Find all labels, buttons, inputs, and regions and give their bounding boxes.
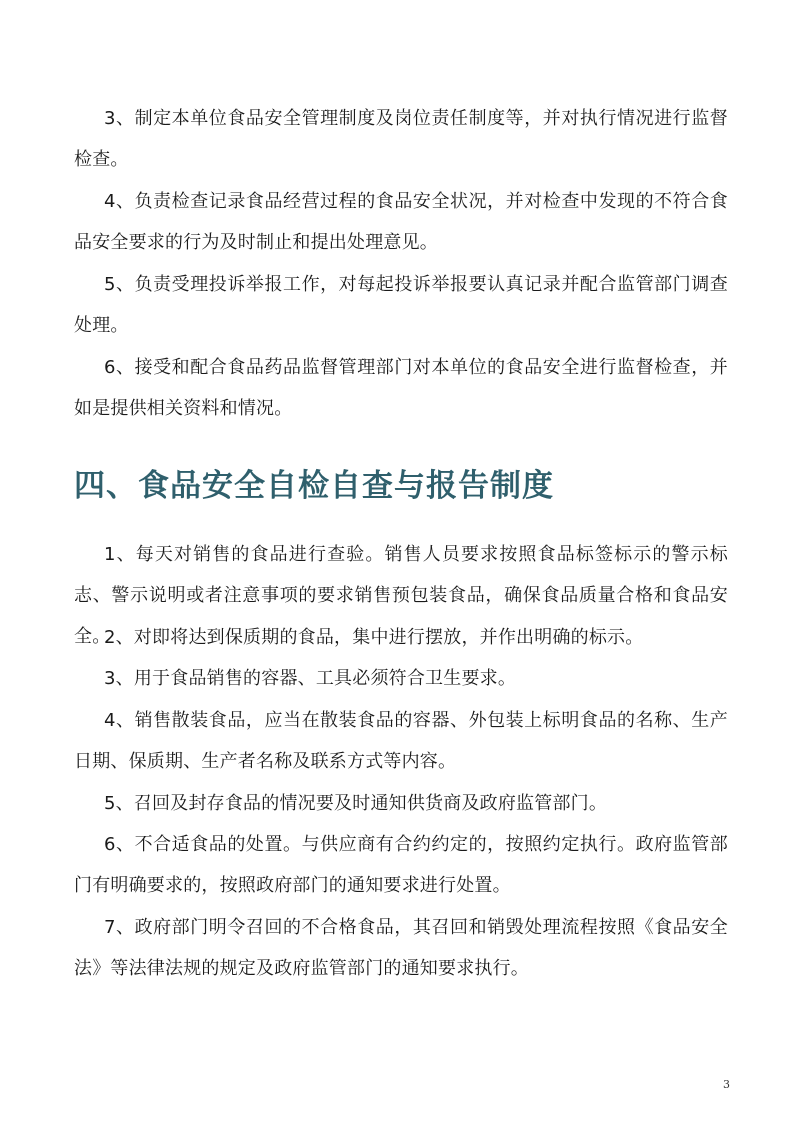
section-heading: 四、食品安全自检自查与报告制度 — [74, 468, 554, 504]
paragraph-rule-7: 7、政府部门明令召回的不合格食品，其召回和销毁处理流程按照《食品安全法》等法律法规的规定及政府监管部门的通知要求执行。 — [74, 917, 728, 979]
paragraph-item-4: 4、负责检查记录食品经营过程的食品安全状况，并对检查中发现的不符合食品安全要求的行为及时制止和提出处理意见。 — [74, 191, 728, 253]
paragraph-rule-1: 1、每天对销售的食品进行查验。销售人员要求按照食品标签标示的警示标志、警示说明或者注意事项的要求销售预包装食品，确保食品质量合格和食品安全。 — [74, 544, 728, 647]
paragraph-rule-2: 2、对即将达到保质期的食品，集中进行摆放，并作出明确的标示。 — [104, 627, 644, 648]
paragraph-rule-4: 4、销售散装食品，应当在散装食品的容器、外包装上标明食品的名称、生产日期、保质期、生产者名称及联系方式等内容。 — [74, 710, 728, 772]
paragraph-item-5: 5、负责受理投诉举报工作，对每起投诉举报要认真记录并配合监管部门调查处理。 — [74, 274, 728, 336]
paragraph-item-6: 6、接受和配合食品药品监督管理部门对本单位的食品安全进行监督检查，并如是提供相关资料和情况。 — [74, 357, 728, 419]
paragraph-rule-6: 6、不合适食品的处置。与供应商有合约约定的，按照约定执行。政府监管部门有明确要求的，按照政府部门的通知要求进行处置。 — [74, 834, 728, 896]
paragraph-item-3: 3、制定本单位食品安全管理制度及岗位责任制度等，并对执行情况进行监督检查。 — [74, 108, 728, 170]
paragraph-rule-3: 3、用于食品销售的容器、工具必须符合卫生要求。 — [104, 668, 517, 689]
paragraph-rule-5: 5、召回及封存食品的情况要及时通知供货商及政府监管部门。 — [104, 793, 608, 814]
page-number: 3 — [723, 1078, 730, 1091]
